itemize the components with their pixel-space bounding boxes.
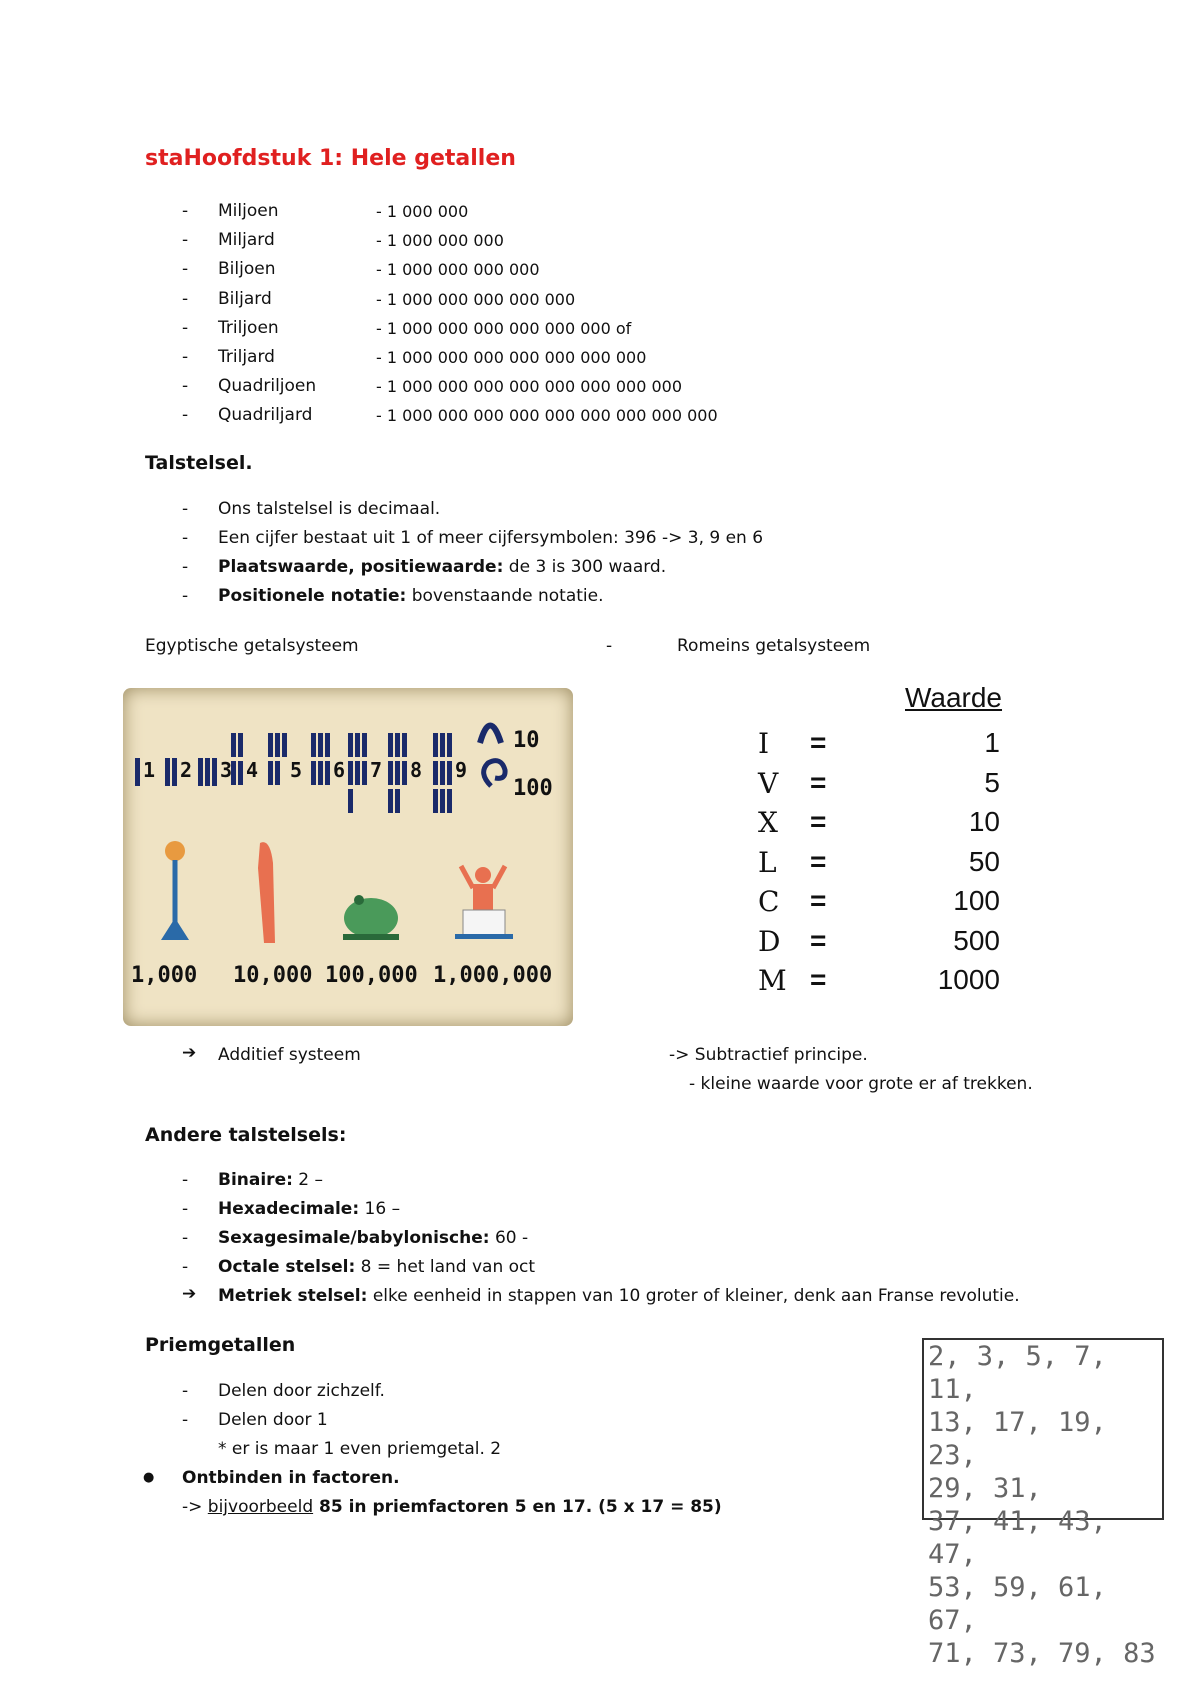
equals-sign: = bbox=[810, 727, 827, 758]
andere-item bbox=[218, 1257, 535, 1277]
item-text: 8 = het land van oct bbox=[355, 1257, 536, 1277]
list-dash: - bbox=[182, 499, 189, 519]
roman-value: 5 bbox=[984, 766, 1000, 798]
egyptian-digit: 6 bbox=[333, 758, 346, 782]
priem-heading: Priemgetallen bbox=[145, 1334, 296, 1356]
egyptian-digit: 4 bbox=[246, 758, 259, 782]
stroke-mark bbox=[205, 758, 210, 786]
equals-sign: = bbox=[810, 964, 827, 995]
list-dash: - bbox=[182, 1381, 189, 1401]
item-text: 16 – bbox=[359, 1199, 401, 1219]
priem-note: * er is maar 1 even priemgetal. 2 bbox=[218, 1439, 502, 1459]
stroke-mark bbox=[395, 761, 400, 785]
systems-dash: - bbox=[606, 636, 613, 656]
primes-line: 29, 31, bbox=[928, 1473, 1042, 1504]
primes-line: 37, 41, 43, 47, bbox=[928, 1506, 1107, 1570]
roman-numerals-table bbox=[740, 682, 1010, 997]
egyptian-big-number: 100,000 bbox=[325, 963, 418, 988]
andere-heading: Andere talstelsels: bbox=[145, 1124, 347, 1146]
stroke-mark bbox=[311, 761, 316, 785]
stroke-mark bbox=[388, 733, 393, 757]
unit-value: - 1 000 000 000 000 bbox=[376, 260, 540, 280]
list-dash: - bbox=[182, 1199, 189, 1219]
equals-sign: = bbox=[810, 806, 827, 837]
unit-name: Triljoen bbox=[218, 317, 279, 338]
egyptian-digit: 9 bbox=[455, 758, 468, 782]
priem-item-2: Delen door 1 bbox=[218, 1410, 328, 1430]
stroke-mark bbox=[402, 733, 407, 757]
roman-table-header: Waarde bbox=[905, 682, 1003, 713]
stroke-mark bbox=[318, 761, 323, 785]
stroke-mark bbox=[212, 758, 217, 786]
list-dash: - bbox=[182, 1170, 189, 1190]
roman-value: 10 bbox=[968, 806, 1000, 837]
unit-name: Quadriljoen bbox=[218, 376, 317, 397]
stroke-mark bbox=[440, 733, 445, 757]
equals-sign: = bbox=[810, 885, 827, 916]
primes-line: 13, 17, 19, 23, bbox=[928, 1407, 1107, 1471]
unit-value: - 1 000 000 000 000 000 000 of bbox=[376, 318, 632, 338]
stroke-mark bbox=[362, 733, 367, 757]
list-dash: - bbox=[182, 376, 189, 397]
example-rest: 85 in priemfactoren 5 en 17. (5 x 17 = 85) bbox=[313, 1497, 722, 1517]
talstelsel-item bbox=[218, 557, 666, 577]
stroke-mark bbox=[238, 761, 243, 785]
list-dash: - bbox=[182, 259, 189, 280]
egyptian-numerals-image bbox=[123, 688, 573, 1026]
roman-value: 500 bbox=[953, 924, 1000, 956]
roman-symbol: C bbox=[758, 885, 780, 918]
list-dash: - bbox=[182, 586, 189, 606]
roman-symbol: D bbox=[758, 924, 781, 958]
priem-item-1: Delen door zichzelf. bbox=[218, 1381, 385, 1401]
stroke-mark bbox=[362, 761, 367, 785]
egyptian-digit: 8 bbox=[410, 758, 423, 782]
stroke-mark bbox=[348, 761, 353, 785]
subtractief-text: -> Subtractief principe. bbox=[669, 1045, 868, 1065]
item-text: Een cijfer bestaat uit 1 of meer cijfersymbolen: 396 -> 3, 9 en 6 bbox=[218, 528, 764, 548]
arrow-icon: ➔ bbox=[182, 1043, 197, 1063]
metriek-item bbox=[218, 1286, 1020, 1306]
primes-line: 53, 59, 61, 67, bbox=[928, 1572, 1107, 1636]
list-dash: - bbox=[182, 1228, 189, 1248]
item-text: bovenstaande notatie. bbox=[406, 586, 604, 606]
stroke-mark bbox=[447, 789, 452, 813]
andere-item bbox=[218, 1170, 323, 1190]
stroke-mark bbox=[325, 761, 330, 785]
talstelsel-item bbox=[218, 586, 603, 606]
talstelsel-item bbox=[218, 528, 763, 548]
item-bold: Plaatswaarde, positiewaarde: bbox=[218, 557, 504, 577]
heel-bone-icon bbox=[480, 726, 501, 744]
primes-line: 71, 73, 79, 83 bbox=[928, 1638, 1156, 1669]
egyptian-digit: 3 bbox=[220, 758, 233, 782]
unit-value: - 1 000 000 000 000 000 000 000 000 000 bbox=[376, 406, 718, 426]
list-dash: - bbox=[182, 347, 189, 367]
additief-text: Additief systeem bbox=[218, 1045, 361, 1065]
stroke-mark bbox=[198, 758, 203, 786]
stroke-mark bbox=[275, 761, 280, 785]
stroke-mark bbox=[447, 761, 452, 785]
example-link: bijvoorbeeld bbox=[207, 1497, 314, 1517]
stroke-mark bbox=[395, 789, 400, 813]
item-bold: Octale stelsel: bbox=[218, 1257, 356, 1277]
heh-god-icon bbox=[455, 866, 513, 939]
stroke-mark bbox=[135, 758, 140, 786]
list-dash: - bbox=[182, 201, 189, 221]
stroke-mark bbox=[355, 761, 360, 785]
stroke-mark bbox=[440, 761, 445, 785]
bullet-icon: ● bbox=[143, 1470, 155, 1485]
stroke-mark bbox=[268, 761, 273, 785]
list-dash: - bbox=[182, 405, 189, 426]
roman-label: Romeins getalsysteem bbox=[677, 636, 871, 656]
subtractief-note: - kleine waarde voor grote er af trekken. bbox=[689, 1074, 1033, 1094]
stroke-mark bbox=[388, 761, 393, 785]
egyptian-digit: 7 bbox=[370, 758, 383, 782]
egyptian-digit: 2 bbox=[180, 758, 193, 782]
roman-value: 1 bbox=[984, 727, 1000, 758]
list-dash: - bbox=[182, 1410, 189, 1430]
finger-icon bbox=[258, 842, 275, 943]
egyptian-digit: 5 bbox=[290, 758, 303, 782]
egyptian-label: Egyptische getalsysteem bbox=[145, 636, 359, 656]
item-bold: Hexadecimale: bbox=[218, 1199, 360, 1219]
unit-name: Triljard bbox=[218, 347, 275, 367]
egyptian-big-number: 1,000 bbox=[131, 963, 198, 988]
stroke-mark bbox=[275, 733, 280, 757]
stroke-mark bbox=[282, 733, 287, 757]
stroke-mark bbox=[238, 733, 243, 757]
list-dash: - bbox=[182, 557, 189, 577]
roman-value: 1000 bbox=[937, 964, 1000, 995]
stroke-mark bbox=[433, 733, 438, 757]
equals-sign: = bbox=[810, 845, 827, 877]
primes-line: 2, 3, 5, 7, 11, bbox=[928, 1341, 1107, 1405]
roman-symbol: I bbox=[758, 727, 770, 760]
andere-item bbox=[218, 1199, 400, 1219]
stroke-mark bbox=[268, 733, 273, 757]
stroke-mark bbox=[165, 758, 170, 786]
item-bold: Positionele notatie: bbox=[218, 586, 407, 606]
list-dash: - bbox=[182, 230, 189, 251]
item-bold: Binaire: bbox=[218, 1170, 293, 1190]
talstelsel-item bbox=[218, 499, 440, 519]
egyptian-ten-label: 10 bbox=[513, 728, 540, 753]
factor-example bbox=[182, 1497, 722, 1517]
list-dash: - bbox=[182, 1257, 189, 1277]
stroke-mark bbox=[318, 733, 323, 757]
stroke-mark bbox=[348, 733, 353, 757]
metriek-arrow-icon: ➔ bbox=[182, 1284, 197, 1304]
stroke-mark bbox=[388, 789, 393, 813]
factor-heading: Ontbinden in factoren. bbox=[182, 1468, 400, 1488]
frog-icon bbox=[343, 895, 399, 940]
metriek-text: elke eenheid in stappen van 10 groter of kleiner, denk aan Franse revolutie. bbox=[367, 1286, 1020, 1306]
stroke-mark bbox=[325, 733, 330, 757]
roman-symbol: L bbox=[758, 845, 777, 879]
roman-value: 100 bbox=[953, 885, 1000, 916]
egyptian-hundred-label: 100 bbox=[513, 776, 553, 801]
item-text: de 3 is 300 waard. bbox=[503, 557, 667, 577]
unit-value: - 1 000 000 000 000 000 000 000 bbox=[376, 348, 647, 367]
roman-symbol: X bbox=[758, 806, 778, 839]
roman-value: 50 bbox=[968, 845, 1000, 877]
talstelsel-heading: Talstelsel. bbox=[145, 452, 253, 474]
stroke-mark bbox=[348, 789, 353, 813]
stroke-mark bbox=[355, 733, 360, 757]
unit-name: Miljard bbox=[218, 230, 275, 251]
stroke-mark bbox=[172, 758, 177, 786]
unit-name: Biljard bbox=[218, 288, 272, 309]
unit-value: - 1 000 000 000 000 000 000 000 000 bbox=[376, 377, 683, 397]
egyptian-big-number: 1,000,000 bbox=[433, 963, 553, 988]
stroke-mark bbox=[395, 733, 400, 757]
unit-name: Quadriljard bbox=[218, 405, 313, 426]
stroke-mark bbox=[231, 733, 236, 757]
stroke-mark bbox=[311, 733, 316, 757]
item-bold: Sexagesimale/babylonische: bbox=[218, 1228, 490, 1248]
item-text: 60 - bbox=[489, 1228, 529, 1248]
stroke-mark bbox=[440, 789, 445, 813]
roman-symbol: V bbox=[758, 766, 779, 800]
example-prefix: -> bbox=[182, 1497, 208, 1517]
egyptian-digit: 1 bbox=[143, 758, 156, 782]
stroke-mark bbox=[433, 789, 438, 813]
andere-item bbox=[218, 1228, 528, 1248]
list-dash: - bbox=[182, 528, 189, 548]
primes-box bbox=[922, 1338, 1164, 1669]
item-text: 2 – bbox=[292, 1170, 324, 1190]
lotus-icon bbox=[161, 841, 189, 940]
unit-name: Miljoen bbox=[218, 201, 279, 221]
equals-sign: = bbox=[810, 924, 827, 956]
unit-value: - 1 000 000 000 bbox=[376, 231, 504, 251]
stroke-mark bbox=[402, 761, 407, 785]
egyptian-big-number: 10,000 bbox=[233, 963, 313, 988]
coil-icon bbox=[484, 761, 505, 786]
list-dash: - bbox=[182, 288, 189, 309]
stroke-mark bbox=[433, 761, 438, 785]
stroke-mark bbox=[447, 733, 452, 757]
unit-value: - 1 000 000 bbox=[376, 202, 469, 221]
roman-symbol: M bbox=[758, 964, 787, 997]
unit-name: Biljoen bbox=[218, 259, 276, 280]
equals-sign: = bbox=[810, 766, 827, 798]
list-dash: - bbox=[182, 317, 189, 338]
unit-value: - 1 000 000 000 000 000 bbox=[376, 289, 576, 309]
item-text: Ons talstelsel is decimaal. bbox=[218, 499, 441, 519]
page-title: staHoofdstuk 1: Hele getallen bbox=[145, 146, 516, 171]
metriek-bold: Metriek stelsel: bbox=[218, 1286, 368, 1306]
